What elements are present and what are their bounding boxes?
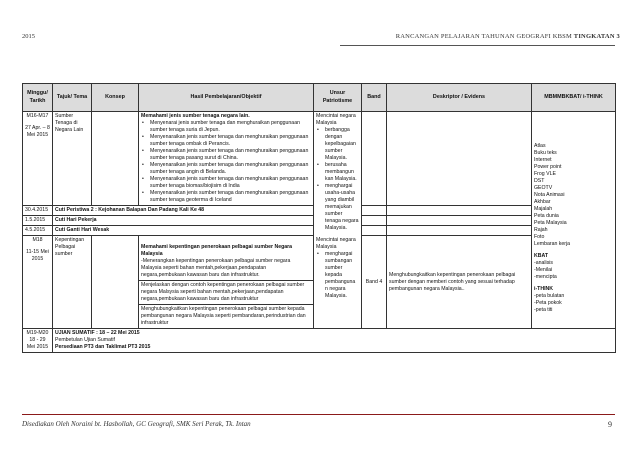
resources-cell (532, 112, 616, 329)
col-header-concept: Konsep (92, 84, 139, 112)
ithink-item: -peta bulatan (534, 293, 565, 300)
resource-item: Power point (534, 164, 562, 171)
ithink-item: -peta titi (534, 307, 553, 314)
objective-title: Memahami jenis sumber tenaga negara lain. (141, 113, 250, 119)
resource-item: Peta dunia (534, 213, 559, 220)
patriot-intro-2: Mencintai negara Malaysia (316, 237, 356, 251)
week-label: M19-M20 (26, 330, 49, 337)
col-header-kbat: MBMMBKBAT/ i-THINK (532, 84, 616, 112)
topic-cell: Sumber Tenaga di Negara Lain (53, 112, 92, 206)
kbat-item: -analisis (534, 260, 554, 267)
page-number: 9 (608, 420, 612, 429)
table-row (23, 112, 616, 206)
ithink-item: -Peta pokok (534, 300, 562, 307)
objective-cell (139, 112, 314, 206)
footer-rule (22, 414, 615, 415)
col-header-patriotism: Unsur Patriotisme (314, 84, 362, 112)
list-item: • Menyenaraikan jenis sumber tenaga dan menghuraikan penggunaan sumber tenaga ombak di Perancis. (141, 134, 311, 148)
resource-item: Majalah (534, 206, 553, 213)
exam-cell (53, 329, 616, 353)
resource-item: Akhbar (534, 199, 551, 206)
list-item: • menghargai usaha-usaha yang diambil memajukan sumber tenaga negara Malaysia. (316, 183, 359, 232)
resource-item: DST (534, 178, 545, 185)
col-header-descriptor: Deskriptor / Evidens (387, 84, 532, 112)
objective-para: -Menerangkan kepentingan penerokaan pelbagai sumber negara Malaysia seperti bahan mentah,pekerjaan,pendapatan negara,pembukaan kawasan baru dan infrastruktur. (141, 258, 291, 279)
week-label: M16-M17 (26, 113, 49, 119)
event-date: 30.4.2015 (23, 206, 53, 216)
col-header-objective: Hasil Pembelajaran/Objektif (139, 84, 314, 112)
list-item: • Menyenaraikan jenis sumber tenaga dan menghuraikan penggunaan sumber tenaga geoterma di Iceland (141, 190, 311, 204)
resource-item: GEOTV (534, 185, 553, 192)
col-header-week: Minggu/ Tarikh (23, 84, 53, 112)
event-text: Cuti Hari Pekerja (53, 216, 314, 226)
week-dates: 18 - 29 Mei 2015 (26, 337, 49, 351)
resource-item: Peta Malaysia (534, 220, 567, 227)
list-item: • berbangga dengan kepelbagaian sumber Malaysia. (316, 127, 359, 162)
resource-item: Foto (534, 234, 545, 241)
ithink-title: i-THINK (534, 286, 554, 293)
resource-item: Frog VLE (534, 171, 556, 178)
week-label: M18 (32, 237, 43, 244)
list-item: • menghargai sumbangan sumber kepada pembanguna n negara Malaysia. (316, 251, 359, 300)
patriot-intro: Mencintai negara Malaysia (316, 113, 356, 127)
kbat-title: KBAT (534, 253, 549, 260)
exam-line: UJIAN SUMATIF : 18 – 22 Mei 2015 (55, 330, 140, 337)
footer-credit: Disediakan Oleh Noraini bt. Hasbollah, GC Geografi, SMK Seri Perak, Tk. Intan (22, 420, 251, 428)
week-cell (23, 329, 53, 353)
kbat-item: -mencipta (534, 274, 557, 281)
table-row (23, 329, 616, 353)
resource-item: Internet (534, 157, 552, 164)
band-cell (362, 112, 387, 206)
header-title (396, 33, 620, 40)
concept-cell (92, 112, 139, 206)
event-date: 4.5.2015 (23, 226, 53, 236)
descriptor-cell: Menghubungkaitkan kepentingan penerokaan pelbagai sumber dengan memberi contoh yang sesuai terhadap pembangunan negara Malaysia.. (387, 236, 532, 329)
list-item: • Menyenaraikan jenis sumber tenaga dan menghuraikan penggunaan sumber tenaga angin di Belanda. (141, 162, 311, 176)
week-cell (23, 112, 53, 206)
objective-para: Menjelaskan dengan contoh kepentingan penerokaan pelbagai sumber negara Malsysia seperti bahan mentah,pekerjaan,pendapatan negara,pembukaan kawasan baru dan infrastruktur (139, 280, 313, 304)
exam-line: Persediaan PT3 dan Taklimat PT3 2015 (55, 344, 151, 351)
col-header-band: Band (362, 84, 387, 112)
resource-item: Buku teks (534, 150, 557, 157)
list-item: • berusaha membangun kan Malaysia. (316, 162, 359, 183)
header-level: TINGKATAN 3 (573, 33, 620, 40)
patriotism-cell (314, 112, 362, 329)
col-header-topic: Tajuk/ Tema (53, 84, 92, 112)
resource-item: Lembaran kerja (534, 241, 571, 248)
band-cell: Band 4 (362, 236, 387, 329)
resource-item: Atlas (534, 143, 546, 149)
kbat-item: -Menilai (534, 267, 553, 274)
week-dates: 11-15 Mei 2015 (26, 249, 49, 263)
week-cell (23, 236, 53, 329)
objective-para: Menghubungkaitkan kepentingan penerokaan pelbagai sumber kepada pembangunan negara Malaysia seperti pembandaran,perindustrian dan infrastruktur (139, 304, 313, 328)
list-item: • Menyenaraikan jenis sumber tenaga dan menghuraikan penggunaan sumber tenaga pasang surut di China. (141, 148, 311, 162)
list-item: • Menyenaraikan jenis sumber tenaga dan menghuraikan penggunaan sumber tenaga biomas/biojisim di India (141, 176, 311, 190)
header-title-text: RANCANGAN PELAJARAN TAHUNAN GEOGRAFI KBSM (395, 33, 572, 40)
descriptor-cell (387, 112, 532, 206)
topic-cell: Kepentingan Pelbagai sumber (53, 236, 92, 329)
event-text: Cuti Peristiwa 2 : Kejohanan Balapan Dan Padang Kali Ke 48 (53, 206, 314, 216)
event-date: 1.5.2015 (23, 216, 53, 226)
list-item: • Menyenarai jenis sumber tenaga dan menghuraikan penggunaan sumber tenaga suria di Jepun. (141, 120, 311, 134)
objective-title: Memahami kepentingan penerokaan pelbagai sumber Negara Malaysia (141, 244, 293, 258)
concept-cell (92, 236, 139, 329)
exam-line: Pembetulan Ujian Sumatif (55, 337, 115, 344)
table-header-row (23, 84, 616, 112)
lesson-plan-table (22, 83, 616, 353)
event-text: Cuti Ganti Hari Wesak (53, 226, 314, 236)
resource-item: Rajah (534, 227, 548, 234)
header-year: 2015 (22, 33, 35, 40)
week-dates: 27 Apr. – 8 Mei 2015 (25, 125, 50, 139)
header-rule (340, 45, 615, 46)
resource-item: Nota Animasi (534, 192, 565, 199)
objective-cell (139, 236, 314, 329)
